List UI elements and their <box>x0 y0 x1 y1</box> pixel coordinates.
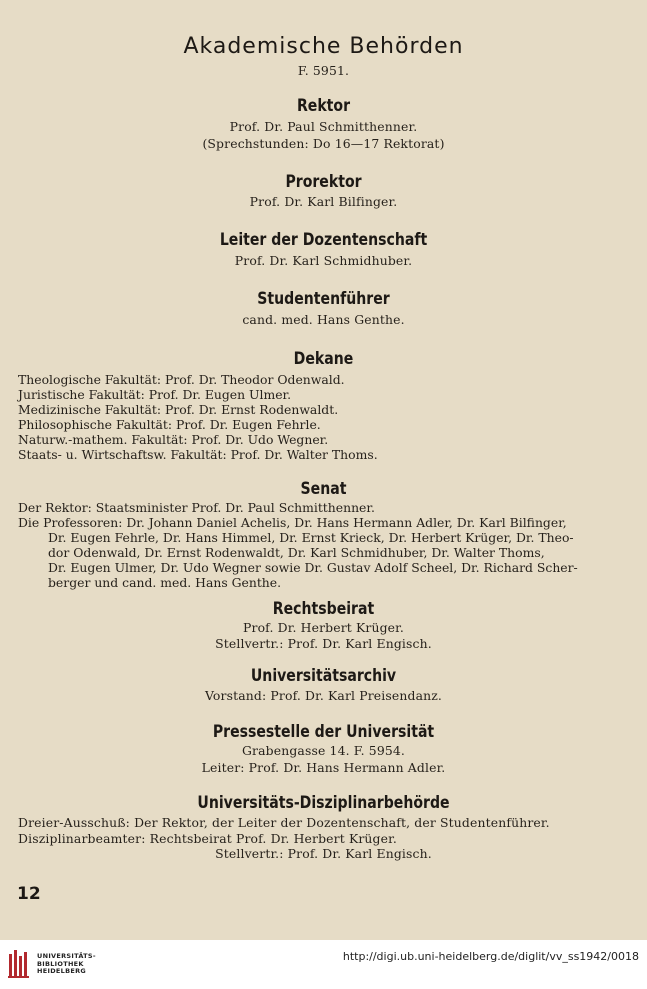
list-item: Dr. Eugen Ulmer, Dr. Udo Wegner sowie Dr. Gustav Adolf Scheel, Dr. Richard Scher- <box>48 560 578 575</box>
heading-presse: Pressestelle der Universität <box>212 722 435 742</box>
footer-bar <box>0 940 647 989</box>
list-item: berger und cand. med. Hans Genthe. <box>48 575 282 590</box>
list-item: Medizinische Fakultät: Prof. Dr. Ernst Rodenwaldt. <box>18 402 339 417</box>
list-item: Der Rektor: Staatsminister Prof. Dr. Paul Schmitthenner. <box>18 500 375 515</box>
archiv-line: Vorstand: Prof. Dr. Karl Preisendanz. <box>204 688 443 703</box>
library-logo-icon <box>8 948 32 980</box>
disziplinar-line-3: Stellvertr.: Prof. Dr. Karl Engisch. <box>215 846 432 861</box>
senat-list <box>18 500 578 590</box>
list-item: dor Odenwald, Dr. Ernst Rodenwaldt, Dr. Karl Schmidhuber, Dr. Walter Thoms, <box>48 545 545 560</box>
presse-leader: Leiter: Prof. Dr. Hans Hermann Adler. <box>201 760 446 775</box>
logo-line: HEIDELBERG <box>37 967 87 975</box>
disziplinar-line-2: Disziplinarbeamter: Rechtsbeirat Prof. Dr. Herbert Krüger. <box>18 831 397 846</box>
rektor-hours: (Sprechstunden: Do 16—17 Rektorat) <box>202 136 445 151</box>
list-item: Die Professoren: Dr. Johann Daniel Achelis, Dr. Hans Hermann Adler, Dr. Karl Bilfinger, <box>18 515 567 530</box>
list-item: Philosophische Fakultät: Prof. Dr. Eugen Fehrle. <box>18 417 321 432</box>
page-title: Akademische Behörden <box>183 34 464 59</box>
phone-number: F. 5951. <box>297 63 350 78</box>
dekane-list <box>18 372 378 462</box>
heading-prorektor: Prorektor <box>285 172 362 192</box>
heading-rektor: Rektor <box>296 96 351 116</box>
source-url-link[interactable]: http://digi.ub.uni-heidelberg.de/diglit/vv_ss1942/0018 <box>342 950 639 963</box>
logo-line: BIBLIOTHEK <box>37 959 84 968</box>
list-item: Dr. Eugen Fehrle, Dr. Hans Himmel, Dr. Ernst Krieck, Dr. Herbert Krüger, Dr. Theo- <box>48 530 574 545</box>
heading-dozentenschaft: Leiter der Dozentenschaft <box>219 230 428 250</box>
library-logo-text <box>37 953 96 976</box>
list-item: Theologische Fakultät: Prof. Dr. Theodor Odenwald. <box>18 372 345 387</box>
list-item: Juristische Fakultät: Prof. Dr. Eugen Ulmer. <box>18 387 292 402</box>
heading-disziplinar: Universitäts-Disziplinarbehörde <box>197 793 450 813</box>
heading-studentenfuehrer: Studentenführer <box>257 289 390 309</box>
list-item: Staats- u. Wirtschaftsw. Fakultät: Prof. Dr. Walter Thoms. <box>18 447 378 462</box>
logo-line: UNIVERSITÄTS- <box>37 952 96 960</box>
studentenfuehrer-name: cand. med. Hans Genthe. <box>242 312 405 327</box>
disziplinar-line-1: Dreier-Ausschuß: Der Rektor, der Leiter der Dozentenschaft, der Studentenführer. <box>18 815 550 830</box>
heading-rechtsbeirat: Rechtsbeirat <box>272 599 375 619</box>
heading-senat: Senat <box>300 479 347 499</box>
dozentenschaft-name: Prof. Dr. Karl Schmidhuber. <box>234 253 413 268</box>
list-item: Naturw.-mathem. Fakultät: Prof. Dr. Udo Wegner. <box>18 432 329 447</box>
heading-archiv: Universitätsarchiv <box>250 666 397 686</box>
prorektor-name: Prof. Dr. Karl Bilfinger. <box>249 194 398 209</box>
page-number: 12 <box>17 884 41 904</box>
presse-address: Grabengasse 14. F. 5954. <box>241 743 406 758</box>
rektor-name: Prof. Dr. Paul Schmitthenner. <box>229 119 418 134</box>
rechtsbeirat-name: Prof. Dr. Herbert Krüger. <box>243 620 404 635</box>
heading-dekane: Dekane <box>293 349 354 369</box>
rechtsbeirat-deputy: Stellvertr.: Prof. Dr. Karl Engisch. <box>215 636 432 651</box>
